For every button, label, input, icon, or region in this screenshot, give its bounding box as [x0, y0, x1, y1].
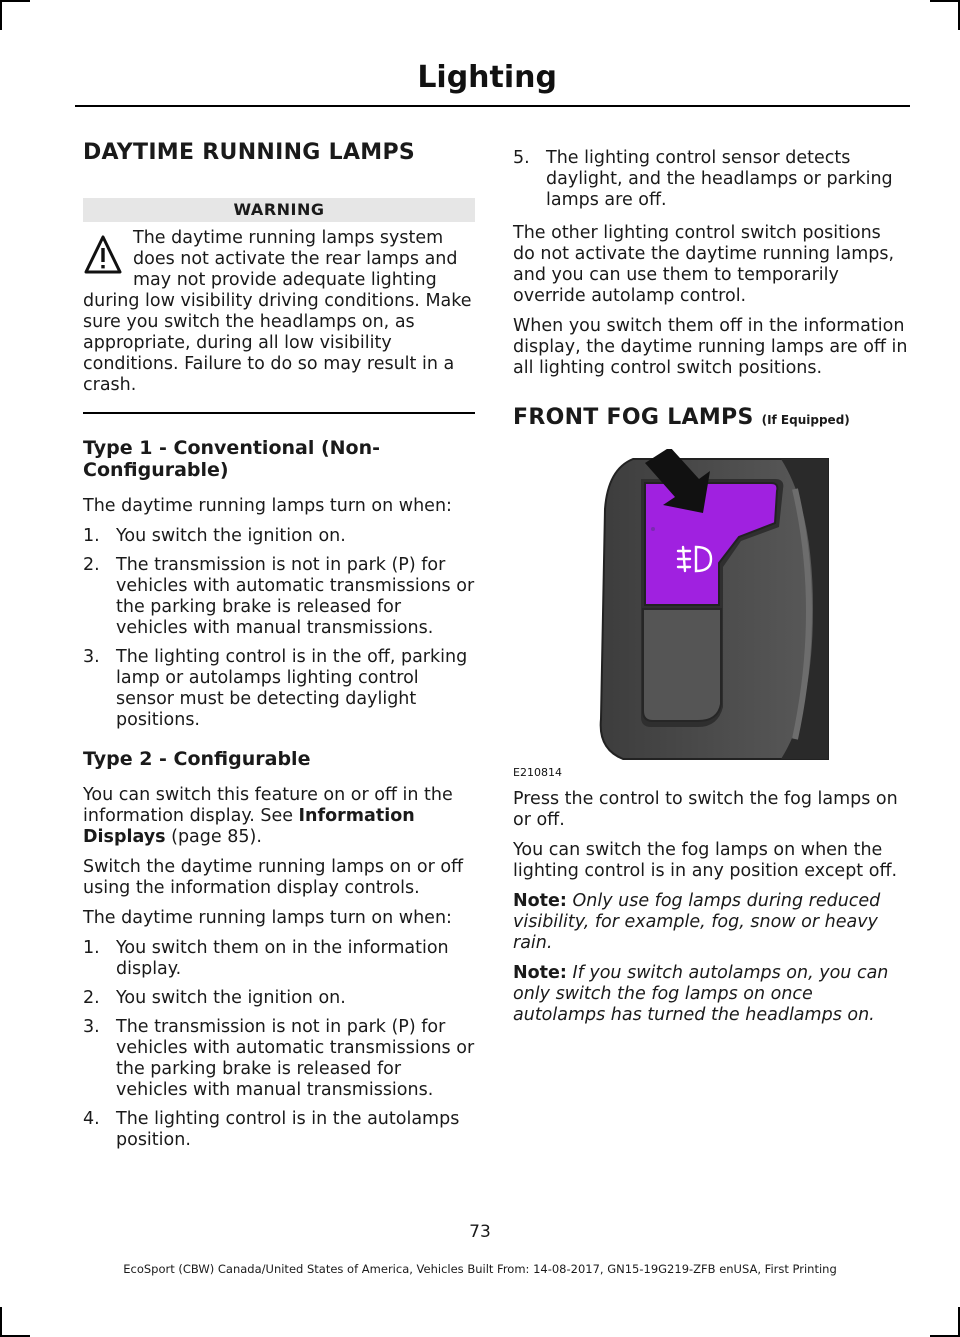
warning-label: WARNING — [83, 198, 475, 222]
warning-box — [83, 228, 475, 396]
list-item: 5. The lighting control sensor detects daylight, and the headlamps or parking lamps are off. — [513, 148, 893, 210]
fog-note-2: Note: If you switch autolamps on, you can only switch the fog lamps on once autolamps has turned the headlamps on. — [513, 963, 889, 1026]
crop-mark — [930, 0, 960, 2]
figure-code: E210814 — [513, 766, 562, 780]
crop-mark — [0, 0, 30, 2]
fog-note-1: Note: Only use fog lamps during reduced visibility, for example, fog, snow or heavy rain. — [513, 891, 881, 954]
warning-rule — [83, 412, 475, 414]
list-item: 3. The lighting control is in the off, parking lamp or autolamps lighting control sensor must be detecting daylight positions. — [83, 647, 468, 731]
list-item: 1. You switch them on in the information display. — [83, 937, 449, 979]
left-column — [83, 140, 475, 1163]
fog-lamp-switch-illustration — [513, 449, 908, 779]
if-equipped-label: (If Equipped) — [761, 413, 850, 427]
page-number: 73 — [469, 1222, 491, 1242]
fog-press-para: Press the control to switch the fog lamps on or off. — [513, 789, 898, 831]
list-item: 1. You switch the ignition on. — [83, 526, 346, 547]
daytime-running-lamps-title: DAYTIME RUNNING LAMPS — [83, 140, 416, 165]
type2-heading: Type 2 - Configurable — [83, 748, 311, 771]
crop-mark — [0, 0, 2, 30]
type1-list — [83, 526, 475, 731]
list-item: 2. The transmission is not in park (P) for vehicles with automatic transmissions or the parking brake is released for vehicles with manual transmissions. — [83, 555, 475, 639]
type2-intro: The daytime running lamps turn on when: — [83, 907, 452, 928]
warning-triangle-icon — [83, 234, 123, 276]
type1-heading: Type 1 - Conventional (Non-Configurable) — [83, 437, 381, 482]
section-title: Lighting — [417, 60, 557, 95]
type2-para-1: You can switch this feature on or off in the information display. See Information Displays (page 85). — [83, 784, 453, 847]
footer-text: EcoSport (CBW) Canada/United States of America, Vehicles Built From: 14-08-2017, GN15-19G219-ZFB enUSA, First Printing — [123, 1262, 837, 1276]
crop-mark — [0, 1307, 2, 1337]
fog-position-para: You can switch the fog lamps on when the lighting control is in any position except off. — [513, 840, 898, 882]
type1-intro: The daytime running lamps turn on when: — [83, 496, 452, 517]
warning-text: The daytime running lamps system does not activate the rear lamps and may not provide adequate lighting during low visibility driving conditions. Make sure you switch the headlamps on, as appropriate, during all low visibility conditions. Failure to do so may result in a crash. — [83, 228, 472, 396]
switch-off-para: When you switch them off in the information display, the daytime running lamps are off in all lighting control switch positions. — [513, 316, 908, 378]
other-positions-para: The other lighting control switch positions do not activate the daytime running lamps, and you can use them to temporarily override autolamp control. — [513, 223, 895, 306]
type2-list — [83, 938, 475, 1151]
type2-list-continued — [513, 148, 908, 211]
list-item: 4. The lighting control is in the autolamps position. — [83, 1108, 460, 1150]
list-item: 3. The transmission is not in park (P) for vehicles with automatic transmissions or the parking brake is released for vehicles with manual transmissions. — [83, 1016, 475, 1100]
right-column — [513, 148, 908, 1035]
type2-para-2: Switch the daytime running lamps on or off using the information display controls. — [83, 856, 464, 898]
information-displays-link[interactable]: Information Displays — [83, 805, 415, 847]
fog-lamp-switch-figure — [513, 449, 908, 779]
front-fog-lamps-title: FRONT FOG LAMPS (If Equipped) — [513, 405, 850, 430]
list-item: 2. You switch the ignition on. — [83, 987, 346, 1008]
header-rule — [75, 105, 910, 107]
